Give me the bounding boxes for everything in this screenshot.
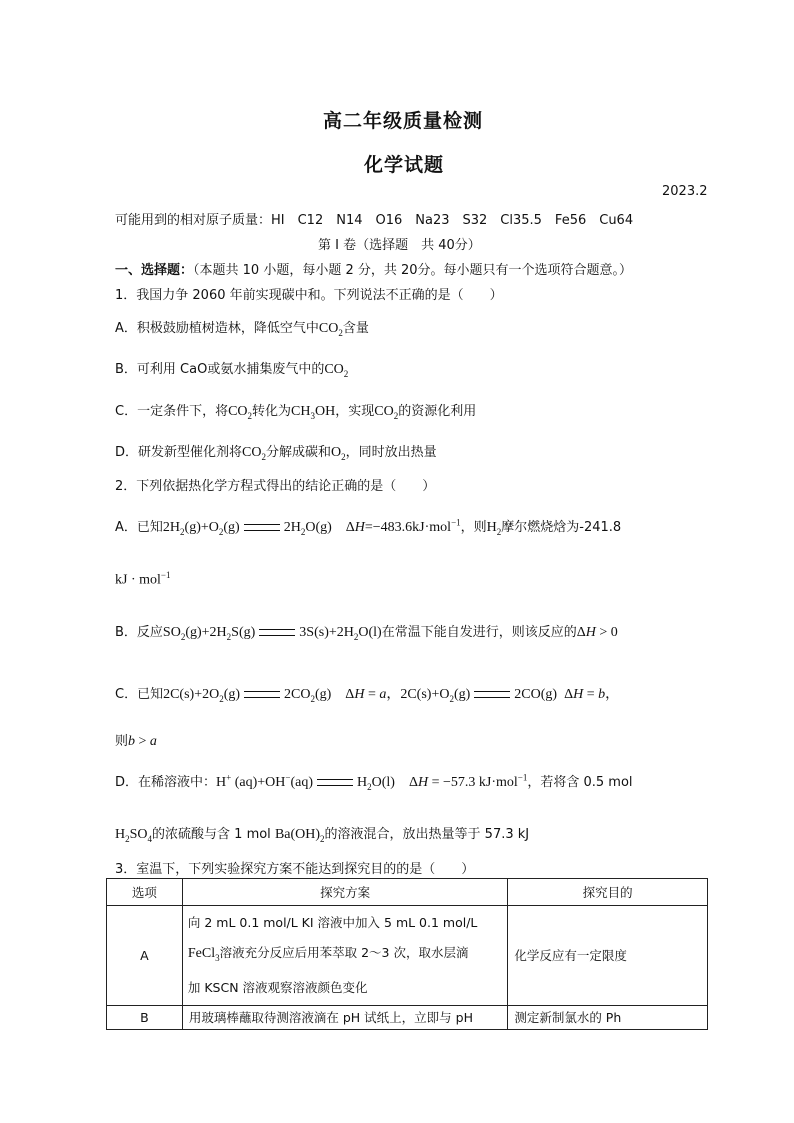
q1-a-suffix: 含量	[342, 321, 369, 336]
q1-c-mid2: ，实现	[335, 404, 375, 419]
q1-d-suffix: ，同时放出热量	[345, 445, 437, 460]
q1-c-mid1: 转化为	[252, 404, 292, 419]
table-row	[107, 1005, 708, 1029]
q2-b-mid: 在常温下能自发进行，则该反应的	[381, 625, 577, 640]
formula-co2: $CO_2$	[374, 404, 399, 421]
q2-d-tail: ，若将含 0.5 mol	[527, 775, 633, 790]
purpose-cell: 化学反应有一定限度	[508, 906, 708, 1006]
inequality-b-gt-a: b > a	[128, 734, 157, 749]
q1-c-suffix: 的资源化利用	[398, 404, 477, 419]
atomic-masses: 可能用到的相对原子质量：HI C12 N14 O16 Na23 S32 Cl35.5 Fe56 Cu64	[115, 213, 634, 228]
table-header-cell: 探究目的	[508, 879, 708, 906]
q2-option-d	[115, 771, 633, 792]
part-heading	[115, 259, 632, 278]
formula-fecl3: FeCl$_3$	[187, 946, 220, 963]
q1-option-a	[115, 317, 369, 338]
q2-option-a	[115, 516, 621, 537]
delta-h-positive: ΔH > 0	[576, 625, 618, 640]
exam-date: 2023.2	[662, 184, 708, 199]
q2-b-text: B．反应	[115, 625, 163, 640]
formula-co2: $CO_2$	[318, 321, 343, 338]
plan-line: 加 KSCN 溶液观察溶液颜色变化	[187, 979, 368, 995]
plan-line-suffix: 溶液充分反应后用苯萃取 2～3 次，取水层滴	[219, 945, 469, 960]
formula-co2: $CO_2$	[324, 362, 349, 379]
q2-a-tail: ，则	[460, 520, 487, 535]
q2-stem: 2．下列依据热化学方程式得出的结论正确的是（ ）	[115, 479, 436, 494]
q2-a-unit-text: kJ · mol	[115, 572, 161, 588]
q2-a-unit: kJ · mol$^{-1}$	[115, 570, 171, 588]
part-heading-label: 一、选择题：	[115, 263, 194, 278]
equation-carbon-combustion: $2C(s)+2O_2(g)$ $2CO_2(g)$ ΔH = a，$2C(s)+O_2(g)$ 2CO(g) ΔH = b，	[163, 687, 620, 704]
plan-cell	[182, 906, 507, 1006]
part-heading-note: （本题共 10 小题，每小题 2 分，共 20分。每小题只有一个选项符合题意。）	[193, 263, 633, 278]
q1-d-mid: 分解成碳和	[265, 445, 331, 460]
section-title: 第 I 卷（选择题 共 40分）	[318, 238, 481, 253]
q2-c-conclusion	[115, 730, 157, 750]
q2-d2-tail: 的溶液混合，放出热量等于 57.3 kJ	[324, 827, 530, 842]
formula-ch3oh: $CH_3OH$	[291, 404, 336, 421]
q1-b-text: B．可利用 CaO或氨水捕集废气中的	[115, 362, 325, 377]
subject-title: 化学试题	[364, 154, 445, 176]
table-header-cell: 探究方案	[182, 879, 507, 906]
q1-stem: 1．我国力争 2060 年前实现碳中和。下列说法不正确的是（ ）	[115, 288, 503, 303]
q1-option-b	[115, 358, 348, 379]
q2-option-c	[115, 683, 619, 704]
option-cell: A	[107, 906, 183, 1006]
formula-h2: $H_2$	[486, 520, 502, 537]
q2-option-b	[115, 621, 618, 642]
table-header-row	[107, 879, 708, 906]
q2-option-d-line2	[115, 823, 529, 844]
plan-line	[188, 938, 502, 973]
q1-option-c	[115, 400, 476, 421]
q3-stem: 3．室温下，下列实验探究方案不能达到探究目的的是（ ）	[115, 862, 475, 877]
formula-co2: $CO_2$	[242, 445, 266, 462]
formula-h2so4: $H_2SO_4$	[115, 827, 153, 844]
plan-cell: 用玻璃棒蘸取待测溶液滴在 pH 试纸上，立即与 pH	[182, 1005, 507, 1029]
q2-a-tail2: 摩尔燃烧焓为-241.8	[501, 520, 622, 535]
q2-c-then: 则	[115, 734, 129, 749]
q2-c-text: C．已知	[115, 687, 164, 702]
formula-baoh2: $Ba(OH)_2$	[274, 827, 325, 844]
formula-co2: $CO_2$	[228, 404, 253, 421]
purpose-cell: 测定新制氯水的 Ph	[508, 1005, 708, 1029]
plan-line: 向 2 mL 0.1 mol/L KI 溶液中加入 5 mL 0.1 mol/L	[187, 915, 478, 930]
q1-c-text: C．一定条件下，将	[115, 404, 229, 419]
equation-neutralization: H+ (aq)+OH−(aq) $H_2O(l)$ ΔH = −57.3 kJ·mol$^{-1}$	[216, 772, 528, 792]
q1-a-text: A．积极鼓励植树造林，降低空气中	[115, 321, 319, 336]
option-cell: B	[107, 1005, 183, 1029]
table-row	[107, 906, 708, 1006]
q1-option-d	[115, 441, 437, 462]
experiment-table	[106, 878, 708, 1030]
q2-a-text: A．已知	[115, 520, 163, 535]
q1-d-text: D．研发新型催化剂将	[115, 445, 243, 460]
table-header-cell: 选项	[107, 879, 183, 906]
q2-d-text: D．在稀溶液中：	[115, 775, 217, 790]
q2-d2-mid: 的浓硫酸与含 1 mol	[152, 827, 271, 842]
formula-o2: $O_2$	[330, 445, 346, 462]
equation-so2-h2s: $SO_2(g)+2H_2S(g)$ $3S(s)+2H_2O(l)$	[162, 625, 382, 642]
equation-h2-combustion: $2H_2(g)+O_2(g)$ $2H_2O(g)$ ΔH=−483.6kJ·mol$^{-1}$	[162, 517, 461, 537]
exam-title: 高二年级质量检测	[323, 110, 484, 132]
